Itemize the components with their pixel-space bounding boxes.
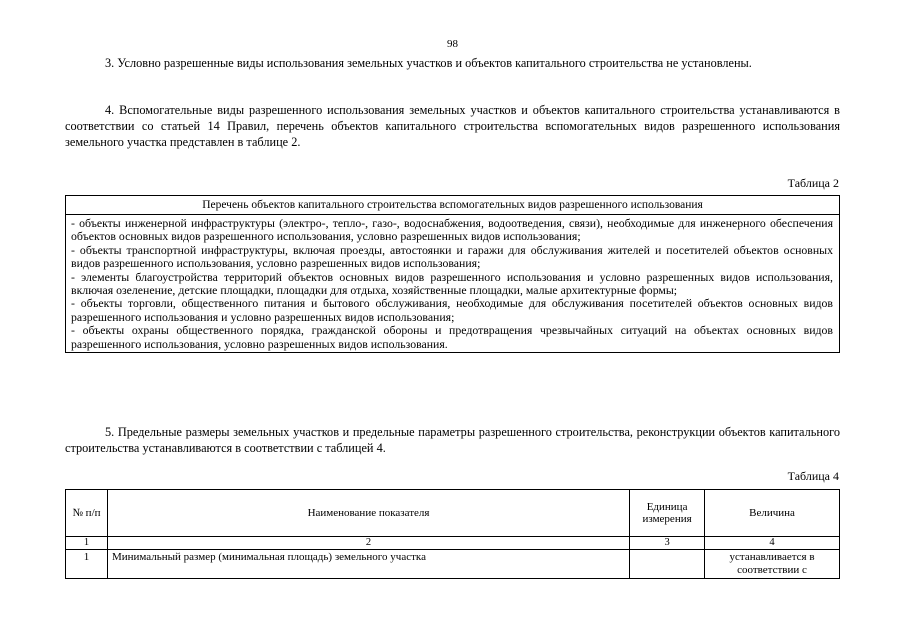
table4-header-unit: Единица измерения [630, 490, 705, 537]
table2-item: - элементы благоустройства территорий объектов основных видов разрешенного использования и условно разрешенных видов использования, включая озеленение, детские площадки, площадки для отдыха, хозяйственные площадки, малые архитектурные формы; [71, 269, 833, 298]
page-number: 98 [447, 38, 458, 50]
table4-row-num: 1 [66, 550, 108, 579]
table4-header-num: № п/п [66, 490, 108, 537]
table2-caption: Таблица 2 [787, 176, 839, 190]
table2-item: - объекты транспортной инфраструктуры, включая проезды, автостоянки и гаражи для обслуживания жителей и посетителей объектов основных видов разрешенного использования, условно разрешенных видов использования; [71, 242, 833, 271]
paragraph-5: 5. Предельные размеры земельных участков и предельные параметры разрешенного строительства, реконструкции объектов капитального строительства устанавливаются в соответствии с таблицей 4. [65, 425, 840, 455]
table-4 [65, 489, 840, 579]
table4-colnum: 2 [107, 537, 629, 550]
table4-row-value: устанавливается в соответствии с [705, 550, 840, 579]
table4-header-name: Наименование показателя [107, 490, 629, 537]
table4-caption: Таблица 4 [787, 469, 839, 483]
table4-colnum: 4 [705, 537, 840, 550]
table2-body [66, 215, 840, 353]
table4-header-value: Величина [705, 490, 840, 537]
table4-colnum: 3 [630, 537, 705, 550]
table4-colnum: 1 [66, 537, 108, 550]
table-2 [65, 195, 840, 353]
table2-header: Перечень объектов капитального строительства вспомогательных видов разрешенного использования [66, 196, 840, 215]
table-row [66, 550, 840, 579]
table4-row-name: Минимальный размер (минимальная площадь) земельного участка [107, 550, 629, 579]
paragraph-4: 4. Вспомогательные виды разрешенного использования земельных участков и объектов капитального строительства устанавливаются в соответствии со статьей 14 Правил, перечень объектов капитального строительства вспомогательных видов разрешенного использования земельного участка представлен в таблице 2. [65, 103, 840, 149]
table4-row-unit [630, 550, 705, 579]
table2-item: - объекты торговли, общественного питания и бытового обслуживания, необходимые для обслуживания посетителей объектов основных видов разрешенного использования и условно разрешенных видов использования; [71, 296, 833, 324]
table2-item: - объекты охраны общественного порядка, гражданской обороны и предотвращения чрезвычайных ситуаций на объектах основных видов разрешенного использования, условно разрешенных видов использования. [71, 323, 833, 351]
paragraph-3: 3. Условно разрешенные виды использования земельных участков и объектов капитального строительства не установлены. [105, 56, 752, 70]
table2-item: - объекты инженерной инфраструктуры (электро-, тепло-, газо-, водоснабжения, водоотведения, связи), необходимые для инженерного обеспечения объектов основных видов разрешенного использования, условно разрешенных видов использования; [71, 216, 833, 244]
